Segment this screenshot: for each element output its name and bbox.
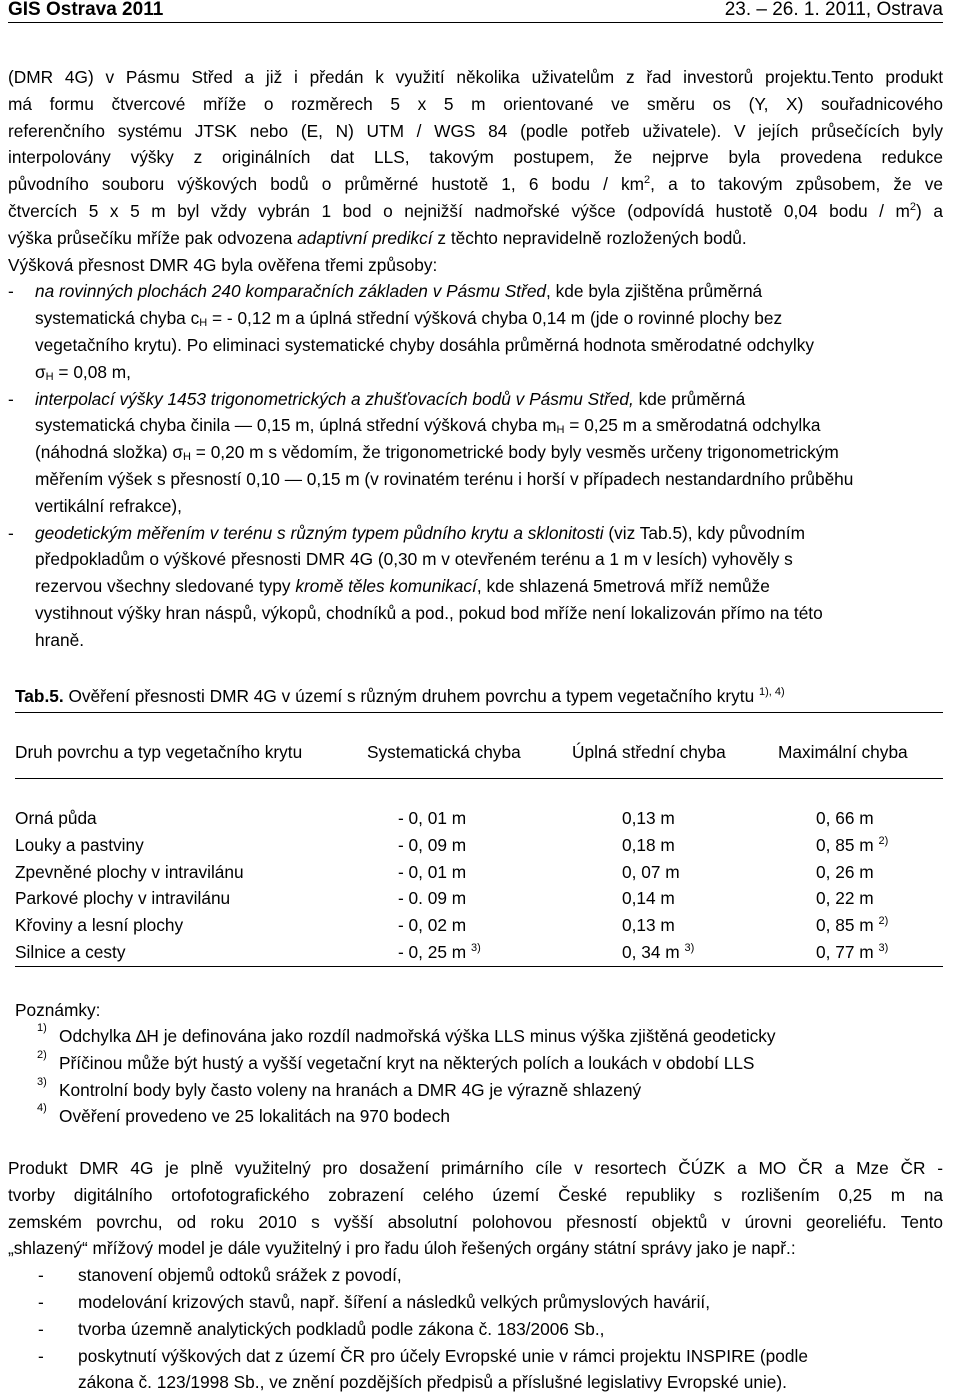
text-line: předpokladům o výškové přesnosti DMR 4G (0,30 m v otevřeném terénu a 1 m v lesích) vyhověly s [35, 549, 793, 570]
text-line: interpolovány výšky z originálních dat LLS, takovým postupem, že nejprve byla provedena redukce [8, 147, 943, 168]
footnote-ref: 2) [878, 834, 889, 847]
list-item: - geodetickým měřením v terénu s různým typem půdního krytu a sklonitosti (viz Tab.5), kdy původním [8, 522, 805, 543]
cell-systematic-error: - 0, 01 m [398, 861, 467, 882]
text-line: referenčního systému JTSK nebo (E, N) UTM / WGS 84 (podle potřeb uživatele). V jejích průsečících byly [8, 120, 943, 141]
footnote-ref: 2) [878, 915, 889, 928]
list-item: - poskytnutí výškových dat z území ČR pro účely Evropské unie v rámci projektu INSPIRE (podle [38, 1345, 808, 1366]
notes-title: Poznámky: [15, 1000, 101, 1020]
text-line: měřením výšek s přesností 0,10 — 0,15 m (v rovinatém terénu i horší v případech nestandardního průběhu [35, 468, 854, 489]
note-text: Ověření provedeno ve 25 lokalitách na 970 bodech [59, 1106, 451, 1127]
table-caption-label: Tab.5. [15, 686, 64, 706]
cell-systematic-error: - 0, 09 m [398, 834, 467, 855]
text-line: tvorby digitálního ortofotografického zobrazení celého území České republiky s rozlišením 0,25 m na [8, 1184, 943, 1205]
table-caption-footnote: 1), 4) [759, 686, 785, 698]
text-line: vertikální refrakce), [35, 495, 182, 516]
note-number: 3) [37, 1075, 47, 1088]
list-item: - interpolací výšky 1453 trigonometrických a zhušťovacích bodů v Pásmu Střed, kde průměrná [8, 388, 746, 409]
footnote-ref: 3) [684, 942, 695, 954]
text-line: původního souboru výškových bodů o průměrné hustotě 1, 6 bodu / $km^2$, a to takovým způsobem, že ve [8, 174, 944, 195]
text-line: Výšková přesnost DMR 4G byla ověřena třemi způsoby: [8, 254, 438, 275]
cell-max-error: 0, 85 m $^{2)}$ [816, 834, 889, 855]
cell-surface-type: Louky a pastviny [15, 834, 144, 855]
table-header-rule [15, 778, 943, 779]
note-number: 1) [37, 1022, 47, 1034]
text-line: systematická chyba činila — 0,15 m, úplná střední výšková chyba $m_H = 0,25$ m a směrodatná odchylka [35, 415, 821, 437]
text-line: čtvercích 5 x 5 m byl vždy vybrán 1 bod o nejnižší nadmořské výšce (odpovídá hustotě 0,04 bodu / $m^2$) a [8, 200, 943, 221]
cell-systematic-error: - 0. 09 m [398, 888, 467, 909]
text-line: (náhodná složka) $\sigma_H = 0,20$ m s vědomím, že trigonometrické body byly vesměs určeny trigonometrickým [35, 442, 839, 464]
cell-full-error: 0,18 m [622, 834, 675, 855]
cell-full-error: 0,14 m [622, 888, 675, 909]
cell-surface-type: Silnice a cesty [15, 942, 126, 962]
text-line: vegetačního krytu). Po eliminaci systematické chyby dosáhla průměrná hodnota směrodatné odchylky [35, 334, 815, 355]
page-header [8, 0, 943, 23]
table-header-systematic: Systematická chyba [367, 742, 521, 762]
cell-full-error: 0, 34 m $^{3)}$ [622, 942, 695, 962]
table-caption-text: Ověření přesnosti DMR 4G v území s různým druhem povrchu a typem vegetačního krytu [63, 686, 760, 706]
text-line: systematická chyba $c_H$ = - 0,12 m a úplná střední výšková chyba 0,14 m (jde o rovinné plochy bez [35, 308, 783, 330]
note-text: Kontrolní body byly často voleny na hranách a DMR 4G je výrazně shlazený [59, 1079, 642, 1100]
body-text [8, 64, 943, 654]
cell-full-error: 0, 07 m [622, 861, 680, 882]
note-text: Odchylka ∆H je definována jako rozdíl nadmořská výška LLS minus výška zjištěná geodeticky [59, 1026, 776, 1046]
delta-symbol: ∆ [135, 1026, 147, 1046]
text-line: zemském povrchu, od roku 2010 s vyšší absolutní polohovou přesností objektů v úrovni georeliéfu. Tento [8, 1211, 943, 1232]
conference-title: GIS Ostrava 2011 [8, 0, 164, 20]
note-text: Příčinou může být hustý a vyšší vegetační kryt na některých polích a loukách v období LLS [59, 1052, 755, 1073]
cell-max-error: 0, 26 m [816, 861, 874, 882]
cell-surface-type: Zpevněné plochy v intravilánu [15, 861, 244, 882]
text-line: hraně. [35, 629, 85, 650]
cell-systematic-error: - 0, 25 m $^{3)}$ [398, 942, 481, 962]
text-line: (DMR 4G) v Pásmu Střed a již i předán k využití několika uživatelům z řad investorů projektu.Tento produkt [8, 67, 943, 87]
text-line: rezervou všechny sledované typy kromě těles komunikací, kde shlazená 5metrová mříž nemůže [35, 576, 770, 597]
cell-max-error: 0, 66 m [816, 808, 874, 828]
list-item: - stanovení objemů odtoků srážek z povodí, [38, 1265, 402, 1286]
cell-surface-type: Křoviny a lesní plochy [15, 915, 184, 936]
table-header-full: Úplná střední chyba [572, 742, 726, 762]
cell-full-error: 0,13 m [622, 915, 675, 936]
table-top-rule [15, 712, 943, 713]
cell-max-error: 0, 22 m [816, 888, 874, 909]
table-header-type: Druh povrchu a typ vegetačního krytu [15, 742, 303, 762]
table-caption [15, 683, 785, 710]
text-line: zákona č. 123/1998 Sb., ve znění pozdějších předpisů a příslušné legislativy Evropské unie). [78, 1372, 787, 1393]
cell-max-error: 0, 77 m $^{3)}$ [816, 942, 889, 962]
cell-full-error: 0,13 m [622, 808, 675, 828]
text-line: výška průsečíku mříže pak odvozena adaptivní predikcí z těchto nepravidelně rozložených bodů. [8, 227, 747, 248]
note-number: 2) [37, 1048, 47, 1061]
cell-systematic-error: - 0, 02 m [398, 915, 467, 936]
list-item: - tvorba územně analytických podkladů podle zákona č. 183/2006 Sb., [38, 1318, 605, 1339]
text-line: Produkt DMR 4G je plně využitelný pro dosažení primárního cíle v resortech ČÚZK a MO ČR a Mze ČR - [8, 1158, 943, 1178]
footnote-ref: 3) [878, 942, 889, 954]
footnote-ref: 3) [471, 942, 481, 954]
list-item: - na rovinných plochách 240 komparačních základen v Pásmu Střed, kde byla zjištěna průměrná [8, 281, 763, 302]
note-number: 4) [37, 1102, 47, 1115]
cell-systematic-error: - 0, 01 m [398, 808, 467, 828]
cell-max-error: 0, 85 m $^{2)}$ [816, 915, 889, 936]
conference-date-place: 23. – 26. 1. 2011, Ostrava [724, 0, 943, 20]
text-line: má formu čtvercové mříže o rozměrech 5 x 5 m orientované ve směru os (Y, X) souřadnicového [8, 93, 943, 114]
text-line: „shlazený“ mřížový model je dále využitelný i pro řadu úloh řešených orgány státní správy jako je např.: [8, 1238, 796, 1259]
list-item: - modelování krizových stavů, např. šíření a následků velkých průmyslových havárií, [38, 1291, 711, 1312]
closing-text [8, 1155, 943, 1396]
text-line: vystihnout výšky hran náspů, výkopů, chodníků a pod., pokud bod mříže není lokalizován přímo na této [35, 602, 823, 623]
cell-surface-type: Parkové plochy v intravilánu [15, 888, 231, 909]
text-line: $\sigma_H = 0,08$ m, [35, 361, 131, 383]
table-header-max: Maximální chyba [778, 742, 908, 762]
table-bottom-rule [15, 966, 943, 967]
cell-surface-type: Orná půda [15, 808, 97, 828]
